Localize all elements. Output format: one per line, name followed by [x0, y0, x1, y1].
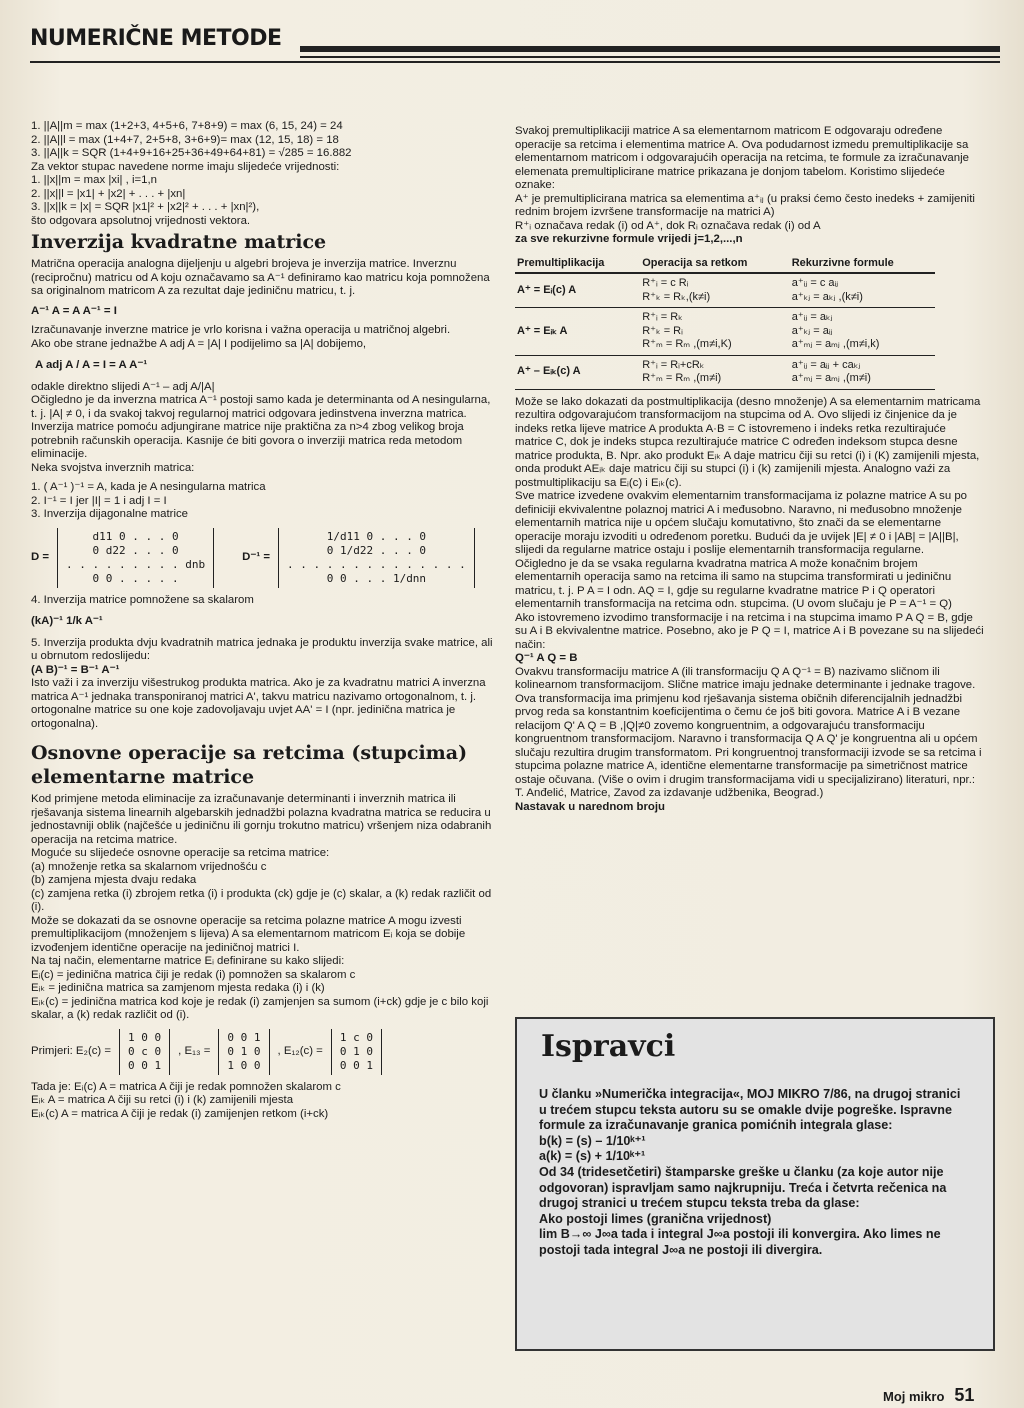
matrix-row: 1 0 0: [128, 1030, 162, 1044]
paragraph: lim B→∞ J∞a tada i integral J∞a postoji ili konvergira. Ako limes ne postoji tada integral J∞a ne postoji ili divergira.: [539, 1227, 941, 1257]
table-cell: R⁺ᵢ = Rᵢ+cRₖ R⁺ₘ = Rₘ ,(m≠i): [640, 355, 790, 389]
continuation-note: Nastavak u narednom broju: [515, 800, 666, 813]
definition-item: Eᵢ(c) = jedinična matrica čiji je redak (i) pomnožen sa skalarom c: [31, 968, 356, 981]
property-item: 4. Inverzija matrice pomnožene sa skalarom: [31, 593, 254, 606]
operations-table: [515, 255, 935, 390]
norm-line: 2. ||x||l = |x1| + |x2| + . . . + |xn|: [31, 187, 186, 200]
norm-line: 2. ||A||l = max (1+4+7, 2+5+8, 3+6+9)= max (12, 15, 18) = 18: [31, 133, 339, 146]
table-header-row: [515, 255, 935, 274]
table-cell: A⁺ = Eᵢ(c) A: [515, 273, 640, 308]
paragraph: Očigledno je da se vsaka regularna kvadratna matrica A može konačnim brojem elementarnih operacija samo na retcima ili samo na stupcima transformirati u jediničnu matricu, t. j. P A = I odn. AQ = I, gdje su regularne kvadratne matrice P i Q operatori elementarnih transformacija na retcima odn. stupcima. (U ovom slučaju je P = A⁻¹ = Q): [515, 557, 952, 610]
paragraph: Ako obe strane jednažbe A adj A = |A| I podijelimo sa |A| dobijemo,: [31, 337, 367, 350]
paragraph: odakle direktno slijedi A⁻¹ – adj A/|A|: [31, 380, 215, 393]
norm-line: 1. ||x||m = max |xi| , i=1,n: [31, 174, 158, 186]
paragraph: za sve rekurzivne formule vrijedi j=1,2,...,n: [515, 233, 743, 245]
paragraph: R⁺ᵢ označava redak (i) od A⁺, dok Rᵢ označava redak (i) od A: [515, 219, 821, 232]
magazine-name: Moj mikro: [883, 1389, 945, 1404]
table-cell: A⁺ = Eᵢₖ A: [515, 308, 640, 356]
paragraph: Na taj način, elementarne matrice Eᵢ definirane su kako slijedi:: [31, 955, 345, 967]
equation: (A B)⁻¹ = B⁻¹ A⁻¹: [31, 663, 120, 676]
matrix-d: [57, 528, 214, 588]
page-footer: [883, 1385, 974, 1406]
header-rule-thin: [300, 56, 1000, 58]
corrections-title: Ispravci: [541, 1029, 676, 1064]
table-row: [515, 355, 935, 389]
matrix-row: d11 0 . . . 0: [92, 529, 179, 543]
paragraph: Može se lako dokazati da postmultiplikacija (desno množenje) A sa elementarnim matricama rezultira odgovarajućom transformacijom na stupcima od A. Ovo slijedi iz činjenice da je indeks retka lijeve matrice A produkta A·B = C istovremeno i indeks retka rezultirajuće matrice C, dok je indeks stupca rezultirajuće matrice C određen indeksom stupca desne matrice produkta, B. Npr. ako produkt Eᵢₖ A daje matricu čiji su retci (i) i (K) zamijenili mjesta, onda produkt AEᵢₖ daje matricu čiji su stupci (i) i (k) zamijenili mjesta. Analogno vaźi za postmultiplikaciju sa Eᵢ(c) i Eᵢₖ(c).: [515, 395, 981, 489]
table-header: Premultiplikacija: [515, 255, 640, 274]
table-row: [515, 308, 935, 356]
matrix-row: . . . . . . . . . dnb: [66, 557, 206, 571]
matrix-e2c: [119, 1029, 170, 1075]
paragraph: U članku »Numerička integracija«, MOJ MIKRO 7/86, na drugoj stranici u trećem stupcu teksta autoru su se omakle dvije pogreške. Ispravne formule za izračunavanje granica pomićnih integrala glase:: [539, 1087, 961, 1133]
matrix-row: 0 d22 . . . 0: [92, 543, 179, 557]
paragraph: Matrična operacija analogna dijeljenju u algebri brojeva je inverzija matrice. Inverznu (recipročnu) matricu od A koju označavamo sa A⁻¹ definiramo kao matricu koja pomnožena sa originalnom matricom A za rezultat daje jediničnu matricu, t. j.: [31, 258, 490, 297]
dinv-label: D⁻¹ =: [242, 550, 270, 563]
norm-line: Za vektor stupac navedene norme imaju slijedeće vrijednosti:: [31, 160, 340, 173]
paragraph: Ako istovremeno izvodimo transformacije i na retcima i na stupcima imamo P A Q = B, gdje su A i B ekvivalentne matrice. Posebno, ako je P Q = I, matrice A i B povezane su na slijedeći način:: [515, 611, 984, 651]
table-header: Rekurzivne formule: [790, 255, 935, 274]
header-rule: [300, 46, 1000, 52]
matrix-row: 0 1/d22 . . . 0: [326, 543, 427, 557]
table-cell: A⁺ – Eᵢₖ(c) A: [515, 355, 640, 389]
matrix-row: 0 0 1: [227, 1030, 261, 1044]
definition-item: Eᵢₖ = jedinična matrica sa zamjenom mjesta redaka (i) i (k): [31, 982, 325, 994]
heading-osnovne-operacije: Osnovne operacije sa retcima (stupcima) elementarne matrice: [31, 742, 468, 788]
matrix-e13: [218, 1029, 269, 1075]
formula: b(k) = (s) – 1/10ᵏ⁺¹: [539, 1133, 646, 1148]
section-header: [30, 26, 1000, 66]
matrix-row: . . . . . . . . . . . . . .: [286, 557, 466, 571]
norm-line: što odgovara apsolutnoj vrijednosti vektora.: [31, 214, 251, 227]
matrix-row: 0 0 . . . . .: [92, 571, 179, 585]
paragraph: A⁺ je premultiplicirana matrica sa elementima a⁺ᵢⱼ (u praksi ćemo često inedeks + zamijeniti rednim brojem izvršene transformacije na matrici A): [515, 192, 975, 218]
paragraph: Može se dokazati da se osnovne operacije sa retcima polazne matrice A mogu izvesti premultiplikacijom (množenjem s lijeva) A sa elementarnom matricom Eᵢ koja se dobije izvođenjem identične operacije na jediničnoj matrici I.: [31, 914, 466, 954]
paragraph: Od 34 (tridesetčetiri) štamparske greške u članku (za koje autor nije odgovoran) ispravljam samo najkrupniju. Treća i četvrta rečenica na drugoj stranici u trećem stupcu teksta treba da glase:: [539, 1164, 947, 1211]
paragraph: Kod primjene metoda eliminacije za izračunavanje determinanti i inverznih matrica ili rješavanja sistema linearnih algebarskih jednadžbi polazna kvadratna matrica se reducira u jednostavniji oblik (najčešće u jediničnu ili gornju trokutno matricu) vršenjem niza odabranih operacija na retcima matrice.: [31, 793, 492, 846]
equation: Q⁻¹ A Q = B: [515, 652, 578, 664]
norm-line: 3. ||A||k = SQR (1+4+9+16+25+36+49+64+81) = √285 = 16.882: [31, 147, 352, 159]
table-cell: R⁺ᵢ = c Rᵢ R⁺ₖ = Rₖ,(k≠i): [640, 273, 790, 308]
equation: A adj A / A = I = A A⁻¹: [35, 359, 148, 371]
property-item: 3. Inverzija dijagonalne matrice: [31, 508, 189, 520]
paragraph: Ovakvu transformaciju matrice A (ili transformaciju Q A Q⁻¹ = B) nazivamo sličnom ili kolinearnom transformacijom. Slične matrice imaju jednake determinante i jednake tragove. Ova transformacija ima primjenu kod rješavanja sistema običnih diferencijalnih jednadžbi prvog reda sa konstantnim koeficijentima o čemu će još biti govora. Matrice A i B vezane relacijom Q' A Q = B ,|Q|≠0 zovemo kongruentnim, a odgovarajuću transformaciju kongruentnom transformacijom. Naravno i transformacija Q A Q' je kongruentna ali u općem slučaju rezultira drugim transformatom. Pri kongruentnoj transformaciji izvode se sa retcima i stupcima polazne matrice A, identične elementarne transformacije pa simetričnost matrice ostaje očuvana. (Više o ovim i drugim transformacijama vidi u specijalizirano) literaturi, npr.: T. Anđelić, Matrice, Zavod za izdavanje udžbenika, Beograd.): [515, 665, 982, 799]
example-label: , E₁₂(c) =: [277, 1044, 323, 1057]
table-row: [515, 273, 935, 308]
operation-item: (b) zamjena mjesta dvaju redaka: [31, 874, 197, 886]
heading-inverzija: Inverzija kvadratne matrice: [31, 231, 327, 253]
paragraph: Očigledno je da inverzna matrica A⁻¹ postoji samo kada je determinanta od A nesingularna, t. j. |A| ≠ 0, i da svakoj takvoj regularnoj matrici odgovara jedinstvena inverzna matrica.: [31, 394, 491, 420]
table-cell: R⁺ᵢ = Rₖ R⁺ₖ = Rᵢ R⁺ₘ = Rₘ ,(m≠i,K): [640, 308, 790, 356]
table-header: Operacija sa retkom: [640, 255, 790, 274]
paragraph: Neka svojstva inverznih matrica:: [31, 461, 195, 474]
paragraph: Ako postoji limes (granična vrijednost): [539, 1211, 772, 1226]
property-item: 1. ( A⁻¹ )⁻¹ = A, kada je A nesingularna matrica: [31, 481, 266, 493]
norm-line: 3. ||x||k = |x| = SQR |x1|² + |x2|² + . . . + |xn|²),: [31, 201, 260, 213]
table-cell: a⁺ᵢⱼ = aₖⱼ a⁺ₖⱼ = aᵢⱼ a⁺ₘⱼ = aₘⱼ ,(m≠i,k): [790, 308, 935, 356]
matrix-row: 0 0 1: [128, 1058, 162, 1072]
example-label: , E₁₃ =: [178, 1044, 211, 1057]
corrections-box: [515, 1017, 995, 1351]
matrix-row: 0 1 0: [339, 1044, 373, 1058]
matrix-d-inverse: [278, 528, 475, 588]
right-column: [515, 125, 985, 814]
result-item: Eᵢₖ(c) A = matrica A čiji je redak (i) zamijenjen retkom (i+ck): [31, 1107, 329, 1120]
paragraph: Svakoj premultiplikaciji matrice A sa elementarnom matricom E odgovaraju određene operacije sa retcima i elementima matrice A. Ova podudarnost izmedu premultiplikacije sa elementarnom matricom i odgovarajućih operacija na retcima, te formule za izračunavanje elemenata premultiplicirane matrice prikazana je donjom tabelom. Koristimo slijedeće oznake:: [515, 125, 969, 191]
definition-item: Eᵢₖ(c) = jedinična matrica kod koje je redak (i) zamjenjen sa sumom (i+ck) gdje je c bilo koji skalar, a (k) redak različit od (i).: [31, 995, 489, 1021]
equation: (kA)⁻¹ 1/k A⁻¹: [31, 615, 103, 627]
matrix-row: 1 0 0: [227, 1058, 261, 1072]
section-title: NUMERIČNE METODE: [30, 26, 282, 51]
example-label: Primjeri: E₂(c) =: [31, 1044, 112, 1057]
matrix-row: 1/d11 0 . . . 0: [326, 529, 427, 543]
equation: A⁻¹ A = A A⁻¹ = I: [31, 304, 117, 317]
matrix-e12c: [331, 1029, 382, 1075]
property-item: 2. I⁻¹ = I jer |I| = 1 i adj I = I: [31, 494, 167, 507]
left-column: [31, 120, 498, 1121]
example-matrices: [31, 1029, 498, 1075]
matrix-row: 0 1 0: [227, 1044, 261, 1058]
matrix-row: 1 c 0: [339, 1030, 373, 1044]
page-number: 51: [954, 1385, 975, 1405]
operation-item: (c) zamjena retka (i) zbrojem retka (i) i produkta (ck) gdje je (c) skalar, a (k) redak različit od (i).: [31, 887, 492, 913]
paragraph: Sve matrice izvedene ovakvim elementarnim transformacijama iz polazne matrice A su po definiciji ekvivalentne polaznoj matrici A i međusobno. Naravno, ni međusobno množenje elementarnih matrica nije u općem slučaju komutativno, što znači da se elementarne operacije moraju izvoditi u određenom poretku. Budući da je uvijek |E| ≠ 0 i |AB| = |A||B|, slijedi da regularne matrice ostaju i poslije elementarnih transformacija regularne.: [515, 490, 968, 556]
norm-line: 1. ||A||m = max (1+2+3, 4+5+6, 7+8+9) = max (6, 15, 24) = 24: [31, 120, 343, 132]
table-cell: a⁺ᵢⱼ = c aᵢⱼ a⁺ₖⱼ = aₖⱼ ,(k≠i): [790, 273, 935, 308]
formula: a(k) = (s) + 1/10ᵏ⁺¹: [539, 1149, 646, 1164]
matrix-row: 0 c 0: [128, 1044, 162, 1058]
d-label: D =: [31, 550, 50, 563]
result-item: Eᵢₖ A = matrica A čiji su retci (i) i (k) zamijenili mjesta: [31, 1094, 294, 1106]
paragraph: Izračunavanje inverzne matrice je vrlo korisna i važna operacija u matričnoj algebri.: [31, 324, 451, 336]
paragraph: Inverzija matrice pomoću adjungirane matrice nije praktična za n>4 zbog velikog broja potrebnih računskih operacija. Kasnije će biti govora o inverziji matrica reda metodom eliminacije.: [31, 421, 464, 460]
result-item: Tada je: Eᵢ(c) A = matrica A čiji je redak pomnožen skalarom c: [31, 1080, 341, 1093]
paragraph: Moguće su slijedeće osnovne operacije sa retcima matrice:: [31, 847, 330, 859]
diagonal-matrices: [31, 528, 498, 588]
corrections-body: [539, 1087, 969, 1259]
table-cell: a⁺ᵢⱼ = aᵢⱼ + caₖⱼ a⁺ₘⱼ = aₘⱼ ,(m≠i): [790, 355, 935, 389]
header-underline: [30, 61, 1000, 63]
paragraph: Isto važi i za inverziju višestrukog produkta matrica. Ako je za kvadratnu matrici A inverzna matrica A⁻¹ jednaka transponiranoj matrici A', takvu matricu nazivamo ortogonalnom, t. j. ortogonalne matrice su one koje zadovoljavaju uvjet AA' = I (npr. jedinična matrica je ortogonalna).: [31, 677, 486, 730]
property-item: 5. Inverzija produkta dvju kvadratnih matrica jednaka je produktu inverzija svake matrice, ali u obrnutom redoslijedu:: [31, 636, 493, 662]
matrix-row: 0 0 1: [339, 1058, 373, 1072]
matrix-row: 0 0 . . . 1/dnn: [326, 571, 427, 585]
operation-item: (a) množenje retka sa skalarnom vrijednošću c: [31, 860, 267, 873]
